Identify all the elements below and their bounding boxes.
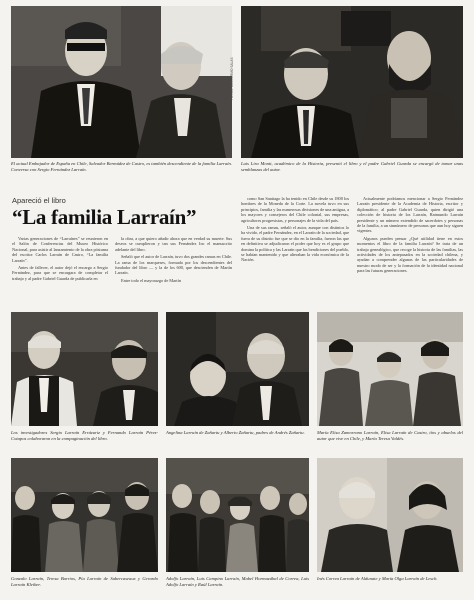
photo-researchers — [11, 312, 158, 426]
caption-photo-mid-center: Angelina Larraín de Zañartu y Alberto Zañartu, padres de Andrés Zañartu. — [166, 430, 305, 435]
article-paragraph: Entre todo el mayorazgo de Martín — [121, 277, 181, 283]
photo-zanartu-couple — [166, 312, 309, 426]
caption-photo-top-left: El actual Embajador de España en Chile, Salvador Bermúdez de Castro, es también descendiente de la familia Larraín. Conversa con Sergio Fernández Larraín. — [11, 161, 232, 172]
article-paragraph: Una de sus ramas, señaló el autor, aunque con distintos lo ha vivido, el padre Fernández, en el Larraín de la sociedad, que fuera de su distrito fue que se dio en la familia, fueron las que en definitiva se adjudicaron el poder que hoy es el grupo que domina la política y las Larraín que las bendiciones del pueblo, se habían mantenido y que alteraban la vida económica de la Nación. — [241, 225, 349, 263]
article-paragraph: Señaló que el autor de Larraín, tuvo dos grandes ramas en Chile. La rama de los marqueses, formada por los descendientes del fundador del libro — y la de los 600, que descienden de Martín Larraín. — [115, 254, 232, 276]
article-column-1 — [12, 236, 108, 283]
caption-photo-mid-left: Los investigadores Sergio Larraín Errázuriz y Fernando Larraín Pérez-Cotapos colaboraron en la compaginación del libro. — [11, 430, 158, 441]
article-column-3 — [241, 196, 349, 265]
caption-photo-mid-right: María Elisa Zamorrano Larraín, Elisa Larraín de Castro, tíos y abuelos del autor que vive en Chile, y María Teresa Valdés. — [317, 430, 463, 441]
photo-ambassador-conversation — [11, 6, 232, 158]
photo-larrain-ladies — [317, 312, 463, 426]
article-kicker: Apareció el libro — [12, 196, 66, 205]
article-column-2 — [115, 236, 232, 285]
photo-adolfo-group — [166, 458, 309, 572]
caption-photo-bottom-left: Gonzalo Larraín, Teresa Barrios, Pía Larraín de Subercaseaux y Gerardo Larraín Kleiber. — [11, 576, 158, 587]
article-paragraph: Actualmente podríamos mencionar a Sergio Fernández Larraín presidente de la Academia de Historia, escritor y diplomático; al padre Gabriel Guarda, quien dirigió una colección de historia de los Larraín, Raimundo Larraín presidente y un número extendido de sacerdotes y personas de la familia, a un sinnúmero de personas que aun hoy siguen vigentes. — [357, 196, 463, 234]
article-paragraph: Varias generaciones de “Larraínes” se reunieron en el Salón de Conferencias del Museo Histórico Nacional, para asistir al lanzamiento de la obra póstuma del escritor Carlos Larraín de Castro, “La familia Larraín”. — [12, 236, 108, 263]
caption-photo-top-right: Luis Lira Montt, académico de la Historia, presentó el libro y el padre Gabriel Guarda se encargó de tomar unas semblanzas del autor. — [241, 161, 463, 172]
photo-book-presentation — [241, 6, 463, 158]
article-paragraph: Antes de fallecer, el autor dejó el encargo a Sergio Fernández, para que se encargara de completar el trabajo y al padre Gabriel Guarda de publicarla en — [12, 265, 108, 281]
photo-credit: FOTOS: GUILLERMO SALAS — [230, 57, 234, 100]
caption-photo-bottom-center: Adolfo Larraín, Luis Campino Larraín, Mabel Hormazábal de Correa, Luis Adolfo Larraín y Raúl Larraín. — [166, 576, 309, 587]
caption-photo-bottom-right: Inés Correa Larraín de Aldunate y María Olga Larraín de Lesch. — [317, 576, 438, 581]
photo-ines-olga — [317, 458, 463, 572]
photo-gonzalo-group — [11, 458, 158, 572]
article-paragraph: como San Santiago la ha tenido en Chile desde su 1800 los hombres de la Moneda de la Corte. La novela tuvo en sus principios, familia y las numerosas divisiones de una antigua, a los mayores y consejeros del Chile colonial, sus empresas, agricultores progresistas, y personajes de la vida del país. — [241, 196, 349, 223]
article-paragraph: la obra, a que quiero añadir ahora que en verdad su muerte. Sus deseos se cumplieron y tan sus Fernández Inc el manuscrito adelante del libro. — [115, 236, 232, 252]
article-column-4 — [357, 196, 463, 276]
article-headline: “La familia Larraín” — [12, 205, 197, 229]
article-paragraph: Algunos pueden pensar ¿Qué utilidad tiene en estos momentos el libro de la familia Larraín? Se trata de un trabajo genealógico, que recoge la historia de las familias, las actividades de los antepasados en la sociedad chilena, y ayudan a comprender algunas de las particularidades de nuestro modo de ser y la formación de la identidad nacional para las futuras generaciones. — [357, 235, 463, 274]
